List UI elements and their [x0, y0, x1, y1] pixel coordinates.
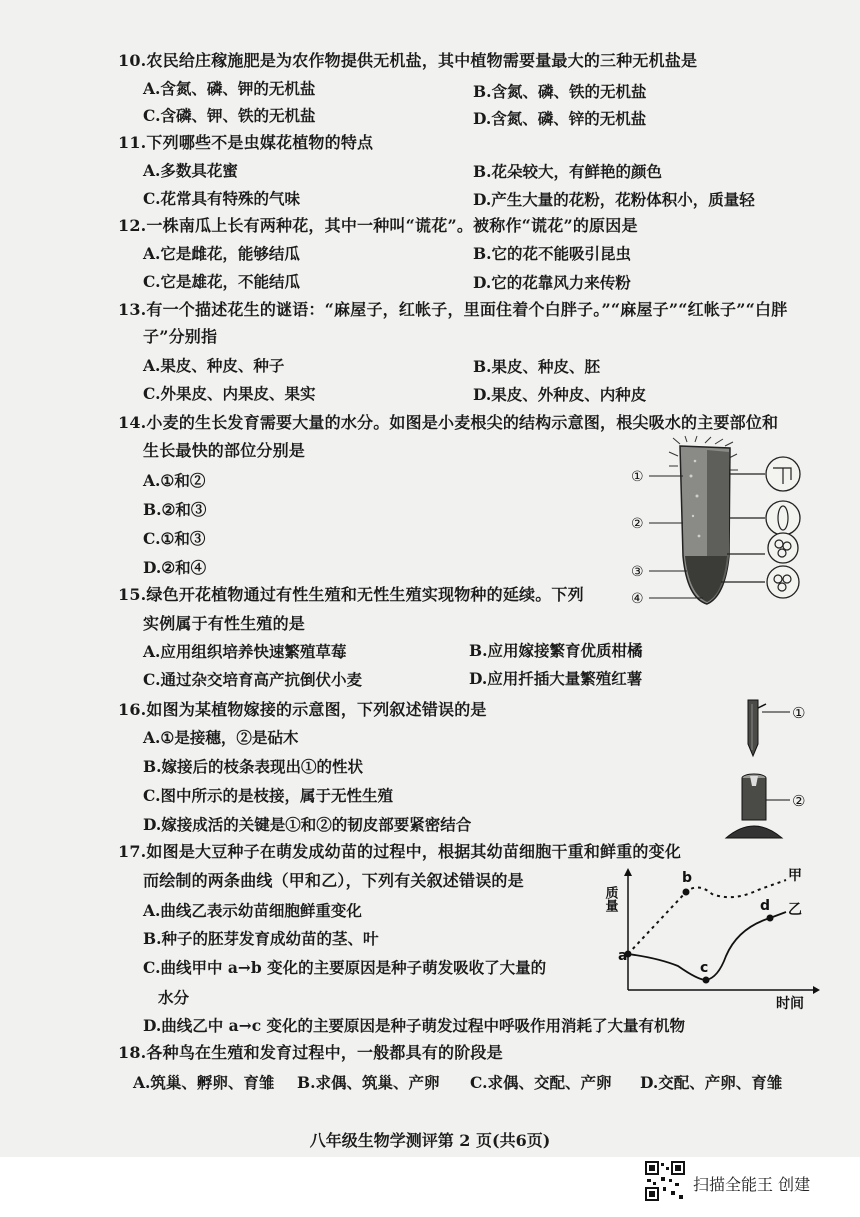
question-13-option-d: D.果皮、外种皮、内种皮: [473, 385, 647, 404]
question-12-option-a: A.它是雌花，能够结瓜: [143, 244, 300, 263]
question-15-option-c: C.通过杂交培育高产抗倒伏小麦: [143, 670, 362, 689]
question-14-stem-line2: 生长最快的部位分别是: [143, 441, 306, 460]
question-17-option-c: C.曲线甲中 a→b 变化的主要原因是种子萌发吸收了大量的: [143, 958, 547, 977]
watermark-text: 扫描全能王 创建: [693, 1175, 811, 1194]
question-17-option-c-cont: 水分: [158, 988, 190, 1007]
grafting-label-2: ②: [792, 792, 806, 810]
point-c: [703, 977, 710, 984]
question-12-stem: 12.一株南瓜上长有两种花，其中一种叫“谎花”。被称作“谎花”的原因是: [118, 216, 638, 235]
question-18-option-c: C.求偶、交配、产卵: [470, 1073, 612, 1092]
graph-point-a-label: a: [618, 948, 628, 964]
question-18-option-a: A.筑巢、孵卵、育雏: [133, 1073, 275, 1092]
question-15-stem: 15.绿色开花植物通过有性生殖和无性生殖实现物种的延续。下列: [118, 585, 584, 604]
question-12-option-b: B.它的花不能吸引昆虫: [473, 244, 631, 263]
question-12-option-d: D.它的花靠风力来传粉: [473, 273, 631, 292]
question-15-option-a: A.应用组织培养快速繁殖草莓: [143, 642, 347, 661]
question-12-option-c: C.它是雄花，不能结瓜: [143, 272, 300, 291]
question-13-option-c: C.外果皮、内果皮、果实: [143, 384, 316, 403]
question-15-option-b: B.应用嫁接繁育优质柑橘: [469, 641, 643, 660]
question-13-option-a: A.果皮、种皮、种子: [143, 356, 285, 375]
question-18-option-d: D.交配、产卵、育雏: [640, 1073, 783, 1092]
question-11-stem: 11.下列哪些不是虫媒花植物的特点: [118, 133, 374, 152]
root-tip-label-4: ④: [631, 591, 644, 607]
question-13-stem-line2: 子”分别指: [143, 327, 218, 346]
question-13-option-b: B.果皮、种皮、胚: [473, 357, 600, 376]
point-d: [767, 915, 774, 922]
root-tip-label-3: ③: [631, 564, 644, 580]
graph-point-d-label: d: [760, 898, 771, 914]
question-18-stem: 18.各种鸟在生殖和发育过程中，一般都具有的阶段是: [118, 1043, 503, 1062]
page-footer: 八年级生物学测评第 2 页(共6页): [309, 1131, 551, 1150]
question-16-option-d: D.嫁接成活的关键是①和②的韧皮部要紧密结合: [143, 815, 472, 834]
question-10-stem: 10.农民给庄稼施肥是为农作物提供无机盐，其中植物需要量最大的三种无机盐是: [118, 51, 698, 70]
question-11-option-d: D.产生大量的花粉，花粉体积小，质量轻: [473, 190, 755, 209]
question-10-option-b: B.含氮、磷、铁的无机盐: [473, 82, 647, 101]
qr-code-icon: [645, 1161, 685, 1201]
graph-point-c-label: c: [700, 960, 709, 976]
question-10-option-a: A.含氮、磷、钾的无机盐: [143, 79, 316, 98]
root-tip-diagram: [625, 436, 820, 616]
question-16-option-c: C.图中所示的是枝接，属于无性生殖: [143, 786, 393, 805]
root-tip-label-1: ①: [631, 469, 644, 485]
question-13-stem: 13.有一个描述花生的谜语：“麻屋子，红帐子，里面住着个白胖子。”“麻屋子”“红帐子”“白胖: [118, 300, 788, 319]
grafting-diagram: [722, 694, 822, 844]
root-tip-label-2: ②: [631, 516, 644, 532]
question-14-stem: 14.小麦的生长发育需要大量的水分。如图是小麦根尖的结构示意图，根尖吸水的主要部位和: [118, 413, 779, 432]
question-10-option-d: D.含氮、磷、锌的无机盐: [473, 109, 647, 128]
question-16-option-b: B.嫁接后的枝条表现出①的性状: [143, 757, 363, 776]
graph-ylabel: 质量: [602, 886, 618, 912]
question-11-option-a: A.多数具花蜜: [143, 161, 238, 180]
curve-jia: [628, 880, 786, 954]
seed-weight-graph: [602, 862, 820, 1012]
question-17-stem: 17.如图是大豆种子在萌发成幼苗的过程中，根据其幼苗细胞干重和鲜重的变化: [118, 842, 682, 861]
question-17-option-d: D.曲线乙中 a→c 变化的主要原因是种子萌发过程中呼吸作用消耗了大量有机物: [143, 1016, 686, 1035]
question-17-option-a: A.曲线乙表示幼苗细胞鲜重变化: [143, 901, 362, 920]
graph-point-b-label: b: [682, 870, 693, 886]
graph-series-jia-label: 甲: [788, 868, 802, 884]
question-15-option-d: D.应用扦插大量繁殖红薯: [469, 669, 643, 688]
question-15-stem-line2: 实例属于有性生殖的是: [143, 614, 306, 633]
question-17-stem-line2: 而绘制的两条曲线（甲和乙），下列有关叙述错误的是: [143, 871, 524, 890]
question-17-option-b: B.种子的胚芽发育成幼苗的茎、叶: [143, 929, 379, 948]
question-14-option-a: A.①和②: [143, 471, 206, 490]
graph-series-yi-label: 乙: [788, 902, 802, 918]
point-b: [683, 889, 690, 896]
question-10-option-c: C.含磷、钾、铁的无机盐: [143, 106, 316, 125]
grafting-label-1: ①: [792, 704, 806, 722]
question-18-option-b: B.求偶、筑巢、产卵: [297, 1073, 440, 1092]
question-11-option-c: C.花常具有特殊的气味: [143, 189, 300, 208]
question-11-option-b: B.花朵较大，有鲜艳的颜色: [473, 162, 662, 181]
question-14-option-b: B.②和③: [143, 500, 207, 519]
question-14-option-c: C.①和③: [143, 529, 206, 548]
question-14-option-d: D.②和④: [143, 558, 207, 577]
graph-xlabel: 时间: [776, 996, 804, 1012]
question-16-option-a: A.①是接穗，②是砧木: [143, 728, 299, 747]
question-16-stem: 16.如图为某植物嫁接的示意图，下列叙述错误的是: [118, 700, 487, 719]
